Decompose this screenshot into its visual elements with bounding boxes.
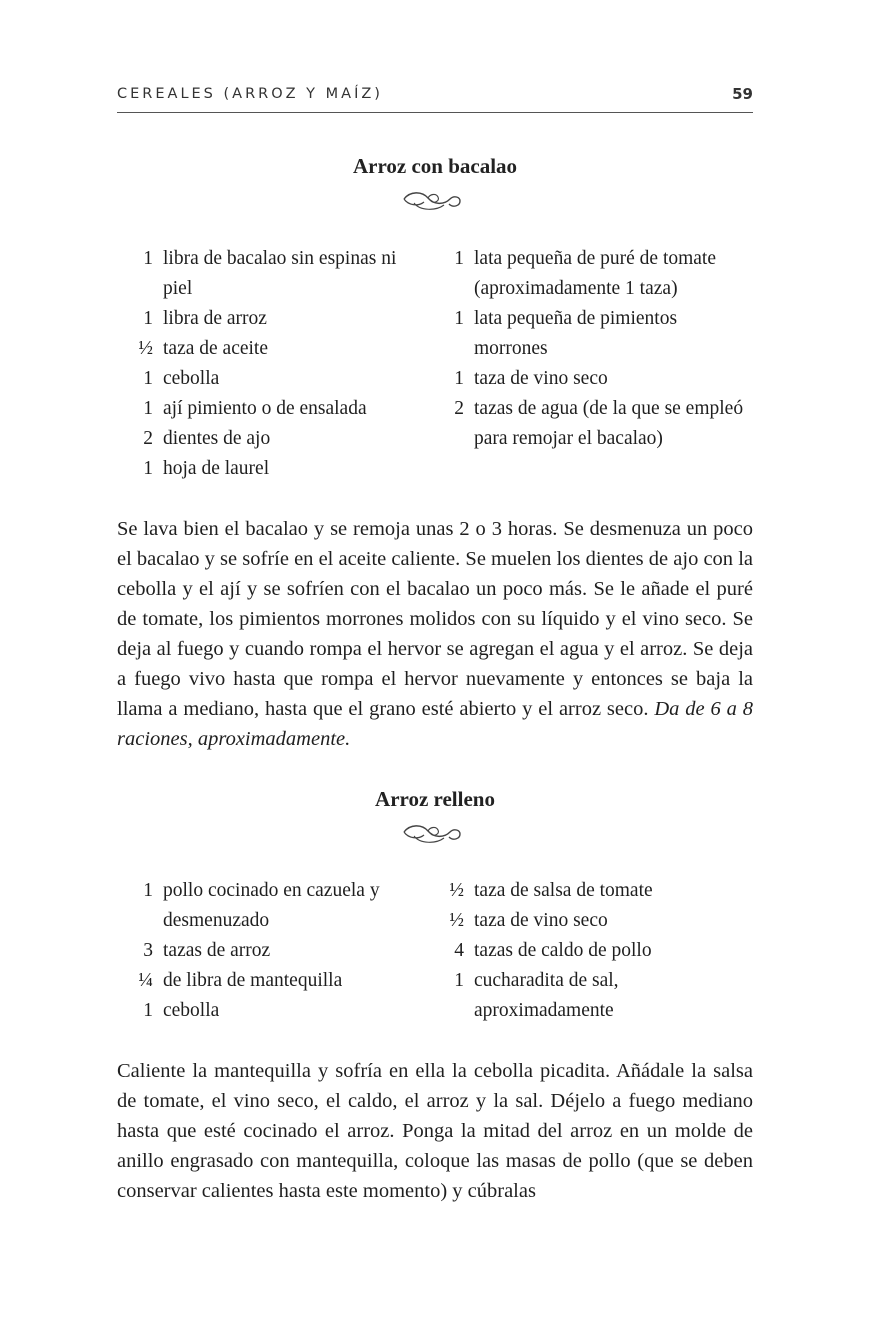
recipe-instructions: Se lava bien el bacalao y se remoja unas 2 o 3 horas. Se desmenuza un poco el bacalao y se sofríe en el aceite caliente. Se muelen los dientes de ajo con la cebolla y el ají y se sofríen con el bacalao un poco más. Se le añade el puré de tomate, los pimientos morrones molidos con su líquido y el vino seco. Se deja al fuego y cuando rompa el hervor se agregan el agua y el arroz. Se deja a fuego vivo hasta que rompa el hervor nuevamente y entonces se baja la llama a mediano, hasta que el grano esté abierto y el arroz seco. Da de 6 a 8 raciones, aproximadamente. [117,518,753,750]
flourish-ornament-icon [400,187,464,215]
ingredient-item: 1 ají pimiento o de ensalada [143,398,367,419]
running-title: CEREALES (ARROZ Y MAÍZ) [117,86,383,102]
ingredient-item: 1 lata pequeña de puré de tomate (aproximadamente 1 taza) [454,248,717,299]
ingredient-item: 2 tazas de agua (de la que se empleó para remojar el bacalao) [454,398,744,449]
ingredients-left-column [117,876,407,1026]
ingredient-item: 1 cebolla [143,1000,220,1021]
running-head [117,84,753,113]
ingredient-item: 1 lata pequeña de pimientos morrones [454,308,678,359]
recipe-title: Arroz relleno [375,787,495,811]
ingredients-right-column [428,244,758,454]
ingredient-item: 1 libra de bacalao sin espinas ni piel [143,248,397,299]
ingredient-item: 4 tazas de caldo de pollo [454,940,652,961]
ingredient-item: 1 pollo cocinado en cazuela y desmenuzado [143,880,380,931]
ingredient-item: 1 taza de vino seco [454,368,608,389]
ingredient-item: ½ taza de vino seco [449,910,608,931]
ingredient-item: 1 cucharadita de sal, aproximadamente [454,970,619,1021]
ingredient-item: 1 libra de arroz [143,308,267,329]
ingredient-item: ½ taza de salsa de tomate [449,880,653,901]
recipe-yield: Da de 6 a 8 raciones, aproximadamente. [117,698,753,750]
ingredients-left-column [117,244,407,484]
ingredient-item: 1 cebolla [143,368,220,389]
ingredient-item: ¼ de libra de mantequilla [138,970,343,991]
ingredient-item: 2 dientes de ajo [143,428,271,449]
ingredients-right-column [428,876,758,1026]
flourish-ornament-icon [400,820,464,848]
ingredient-item: 3 tazas de arroz [143,940,271,961]
ingredient-item: ½ taza de aceite [138,338,268,359]
ingredient-item: 1 hoja de laurel [143,458,270,479]
recipe-instructions: Caliente la mantequilla y sofría en ella la cebolla picadita. Añádale la salsa de tomate, el vino seco, el caldo, el arroz y la sal. Déjelo a fuego mediano hasta que esté cocinado el arroz. Ponga la mitad del arroz en un molde de anillo engrasado con mantequilla, coloque las masas de pollo (que se deben conservar calientes hasta este momento) y cúbralas [117,1060,753,1202]
page-number: 59 [732,85,753,103]
recipe-title: Arroz con bacalao [352,154,518,178]
